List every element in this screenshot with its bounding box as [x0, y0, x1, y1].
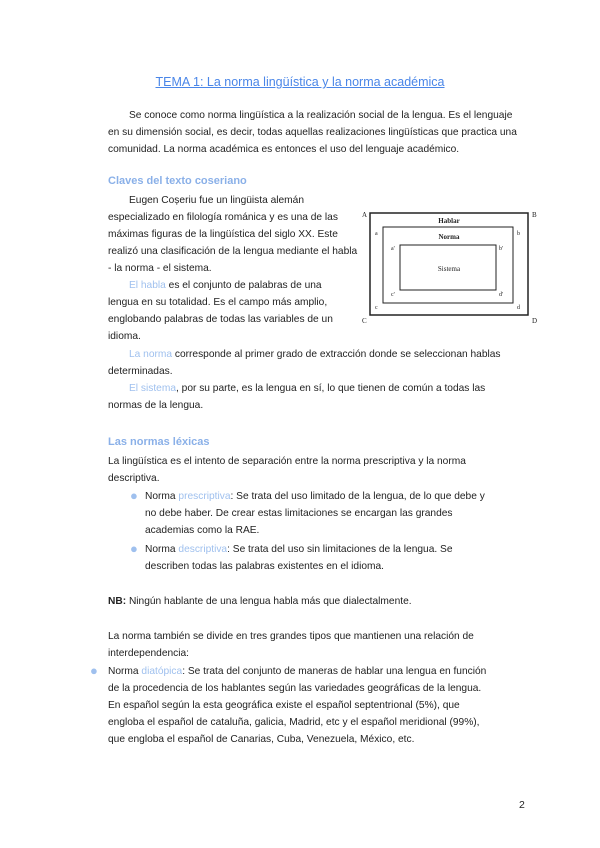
label-norma: Norma — [438, 233, 460, 241]
label-sistema: Sistema — [437, 265, 461, 273]
habla-line-1: El habla es el conjunto de palabras de una — [129, 280, 322, 291]
norma-line-2: determinadas. — [108, 366, 173, 377]
prescriptiva-term: prescriptiva — [178, 491, 231, 502]
diatopica-line-5: que engloba el español de Canarias, Cuba, Venezuela, México, etc. — [108, 734, 415, 745]
intro-line-3: comunidad. La norma académica es entonces el uso del lenguaje académico. — [108, 144, 460, 155]
diatopica-term: diatópica — [141, 666, 183, 677]
norma-line-1: La norma corresponde al primer grado de extracción donde se seleccionan hablas — [129, 349, 501, 360]
diatopica-line-2: de la procedencia de los hablantes según las variedades geográficas de la lengua. — [108, 683, 482, 694]
types-intro-line-1: La norma también se divide en tres grandes tipos que mantienen una relación de — [108, 631, 474, 642]
nb-note: NB: Ningún hablante de una lengua habla más que dialectalmente. — [108, 596, 412, 607]
sistema-term: El sistema — [129, 383, 176, 394]
diatopica-line-3: En español según la esta geográfica existe el español septentrional (5%), que — [108, 700, 460, 711]
label-A: A — [362, 211, 368, 219]
label-a-prime: a' — [391, 246, 395, 252]
intro-line-2: en su dimensión social, es decir, todas aquellas realizaciones lingüísticas que practica una — [108, 127, 517, 138]
coseriu-diagram — [355, 205, 545, 330]
bullet-prescriptiva-line-2: no debe haber. De crear estas limitaciones se encargan las grandes — [145, 508, 453, 519]
label-C: C — [362, 317, 367, 325]
bullet-icon: ● — [130, 488, 138, 503]
diatopica-line-1: Norma diatópica: Se trata del conjunto de maneras de hablar una lengua en función — [108, 666, 487, 677]
diatopica-line-4: engloba el español de cataluña, galicia, Madrid, etc y el español meridional (99%), — [108, 717, 480, 728]
label-b-prime: b' — [499, 246, 504, 252]
label-B: B — [532, 211, 537, 219]
coseriu-line-3: máximas figuras de la lingüística del siglo XX. Este — [108, 229, 338, 240]
label-hablar: Hablar — [438, 217, 460, 225]
bullet-icon: ● — [90, 663, 98, 678]
habla-line-4: idioma. — [108, 331, 141, 342]
habla-term: El habla — [129, 280, 166, 291]
types-intro-line-2: interdependencia: — [108, 648, 189, 659]
page-title: TEMA 1: La norma lingüística y la norma académica — [155, 75, 445, 89]
label-d-prime: d' — [499, 292, 504, 298]
coseriu-line-5: - la norma - el sistema. — [108, 263, 212, 274]
page-number: 2 — [519, 799, 525, 811]
norma-term: La norma — [129, 349, 173, 360]
lexicas-intro-line-1: La lingüística es el intento de separación entre la norma prescriptiva y la norma — [108, 456, 466, 467]
bullet-descriptiva-line-2: describen todas las palabras existentes en el idioma. — [145, 561, 384, 572]
sistema-line-1: El sistema, por su parte, es la lengua en sí, lo que tienen de común a todas las — [129, 383, 486, 394]
sistema-line-2: normas de la lengua. — [108, 400, 204, 411]
label-c-prime: c' — [391, 292, 395, 298]
section-heading-normas-lexicas: Las normas léxicas — [108, 436, 210, 448]
habla-line-2: lengua en su totalidad. Es el campo más amplio, — [108, 297, 328, 308]
bullet-icon: ● — [130, 541, 138, 556]
bullet-prescriptiva-line-1: Norma prescriptiva: Se trata del uso limitado de la lengua, de lo que debe y — [145, 491, 485, 502]
coseriu-line-1: Eugen Coșeriu fue un lingüista alemán — [129, 195, 304, 206]
descriptiva-term: descriptiva — [178, 544, 228, 555]
coseriu-line-2: especializado en filología románica y es una de las — [108, 212, 338, 223]
bullet-prescriptiva-line-3: academias como la RAE. — [145, 525, 260, 536]
habla-line-3: englobando palabras de todas las variables de un — [108, 314, 333, 325]
label-d: d — [517, 305, 520, 311]
label-a: a — [375, 231, 378, 237]
label-D: D — [532, 317, 538, 325]
label-c: c — [375, 305, 378, 311]
label-b: b — [517, 231, 520, 237]
hablar-box — [370, 213, 528, 315]
bullet-descriptiva-line-1: Norma descriptiva: Se trata del uso sin limitaciones de la lengua. Se — [145, 544, 453, 555]
lexicas-intro-line-2: descriptiva. — [108, 473, 160, 484]
intro-line-1: Se conoce como norma lingüística a la realización social de la lengua. Es el lenguaje — [129, 110, 513, 121]
coseriu-line-4: realizó una clasificación de la lengua mediante el habla — [108, 246, 358, 257]
section-heading-coseriu: Claves del texto coseriano — [108, 175, 247, 187]
